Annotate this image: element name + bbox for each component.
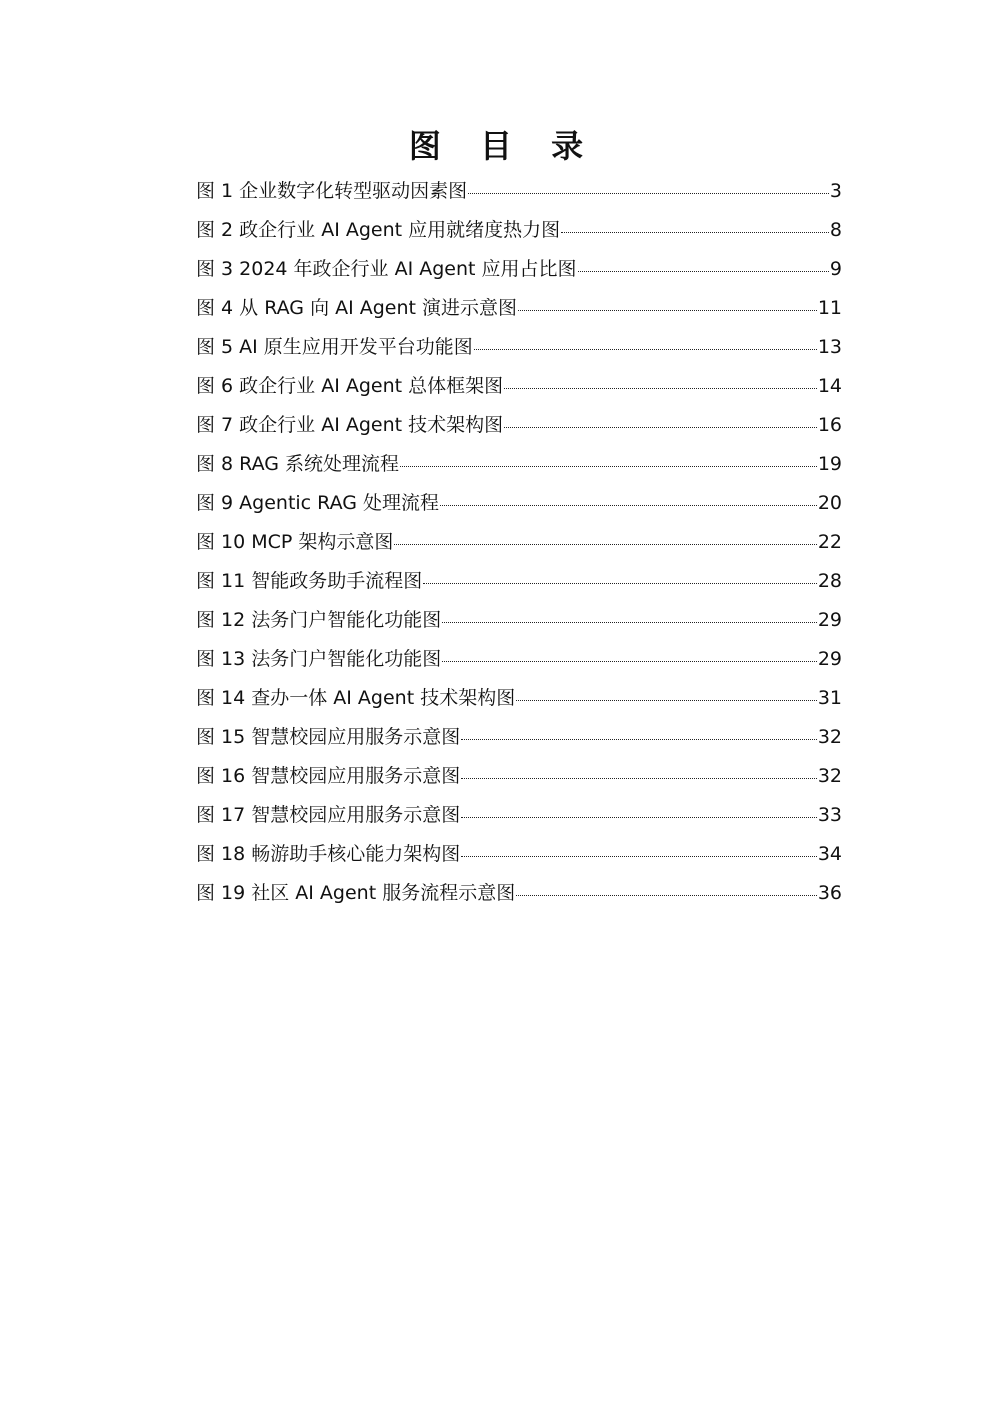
dot-leader <box>461 856 817 857</box>
toc-entry[interactable] <box>196 601 842 640</box>
dot-leader <box>461 739 817 740</box>
toc-entry-page: 31 <box>817 687 842 709</box>
toc-entry[interactable] <box>196 484 842 523</box>
toc-entry-page: 28 <box>817 570 842 592</box>
toc-entry-page: 8 <box>829 219 842 241</box>
toc-entry[interactable] <box>196 835 842 874</box>
toc-entry-page: 13 <box>817 336 842 358</box>
toc-entry-label: 图 1 企业数字化转型驱动因素图 <box>196 180 468 202</box>
dot-leader <box>394 544 816 545</box>
toc-entry-label: 图 19 社区 AI Agent 服务流程示意图 <box>196 882 516 904</box>
toc-entry[interactable] <box>196 679 842 718</box>
toc-entry[interactable] <box>196 406 842 445</box>
toc-entry[interactable] <box>196 757 842 796</box>
toc-entry-label: 图 2 政企行业 AI Agent 应用就绪度热力图 <box>196 219 561 241</box>
dot-leader <box>440 505 817 506</box>
toc-entry-page: 34 <box>817 843 842 865</box>
dot-leader <box>504 427 817 428</box>
toc-entry-label: 图 16 智慧校园应用服务示意图 <box>196 765 461 787</box>
dot-leader <box>504 388 817 389</box>
toc-entry-page: 32 <box>817 726 842 748</box>
toc-entry[interactable] <box>196 523 842 562</box>
toc-entry[interactable] <box>196 172 842 211</box>
toc-entry-page: 29 <box>817 648 842 670</box>
dot-leader <box>518 310 817 311</box>
page-title: 图 目 录 <box>408 127 598 165</box>
toc-entry-label: 图 3 2024 年政企行业 AI Agent 应用占比图 <box>196 258 577 280</box>
toc-entry-page: 32 <box>817 765 842 787</box>
toc-entry-label: 图 18 畅游助手核心能力架构图 <box>196 843 461 865</box>
toc-entry-page: 22 <box>817 531 842 553</box>
toc-entry[interactable] <box>196 211 842 250</box>
toc-entry[interactable] <box>196 445 842 484</box>
toc-entry-label: 图 6 政企行业 AI Agent 总体框架图 <box>196 375 504 397</box>
toc-entry-label: 图 17 智慧校园应用服务示意图 <box>196 804 461 826</box>
toc-entry-label: 图 10 MCP 架构示意图 <box>196 531 394 553</box>
toc-entry-page: 3 <box>829 180 842 202</box>
toc-entry-label: 图 8 RAG 系统处理流程 <box>196 453 400 475</box>
toc-entry-page: 29 <box>817 609 842 631</box>
figure-table-of-contents <box>196 172 842 913</box>
toc-entry-page: 36 <box>817 882 842 904</box>
dot-leader <box>516 700 817 701</box>
toc-entry-label: 图 14 查办一体 AI Agent 技术架构图 <box>196 687 516 709</box>
toc-entry-label: 图 9 Agentic RAG 处理流程 <box>196 492 440 514</box>
toc-entry-page: 19 <box>817 453 842 475</box>
toc-entry-label: 图 13 法务门户智能化功能图 <box>196 648 442 670</box>
toc-entry-page: 33 <box>817 804 842 826</box>
dot-leader <box>423 583 817 584</box>
toc-entry-label: 图 7 政企行业 AI Agent 技术架构图 <box>196 414 504 436</box>
toc-entry-label: 图 11 智能政务助手流程图 <box>196 570 423 592</box>
dot-leader <box>468 193 829 194</box>
dot-leader <box>578 271 829 272</box>
toc-entry-page: 11 <box>817 297 842 319</box>
dot-leader <box>516 895 817 896</box>
toc-entry[interactable] <box>196 367 842 406</box>
toc-entry[interactable] <box>196 640 842 679</box>
toc-entry-label: 图 12 法务门户智能化功能图 <box>196 609 442 631</box>
toc-entry[interactable] <box>196 718 842 757</box>
toc-entry-page: 16 <box>817 414 842 436</box>
dot-leader <box>474 349 817 350</box>
toc-entry-page: 20 <box>817 492 842 514</box>
dot-leader <box>461 817 817 818</box>
dot-leader <box>442 661 817 662</box>
toc-entry[interactable] <box>196 874 842 913</box>
toc-entry[interactable] <box>196 289 842 328</box>
toc-entry-label: 图 15 智慧校园应用服务示意图 <box>196 726 461 748</box>
toc-entry[interactable] <box>196 796 842 835</box>
toc-entry-label: 图 5 AI 原生应用开发平台功能图 <box>196 336 473 358</box>
toc-entry-page: 14 <box>817 375 842 397</box>
toc-entry[interactable] <box>196 328 842 367</box>
toc-entry-label: 图 4 从 RAG 向 AI Agent 演进示意图 <box>196 297 518 319</box>
dot-leader <box>442 622 817 623</box>
toc-entry-page: 9 <box>829 258 842 280</box>
dot-leader <box>400 466 817 467</box>
toc-entry[interactable] <box>196 250 842 289</box>
dot-leader <box>461 778 817 779</box>
toc-entry[interactable] <box>196 562 842 601</box>
dot-leader <box>561 232 829 233</box>
